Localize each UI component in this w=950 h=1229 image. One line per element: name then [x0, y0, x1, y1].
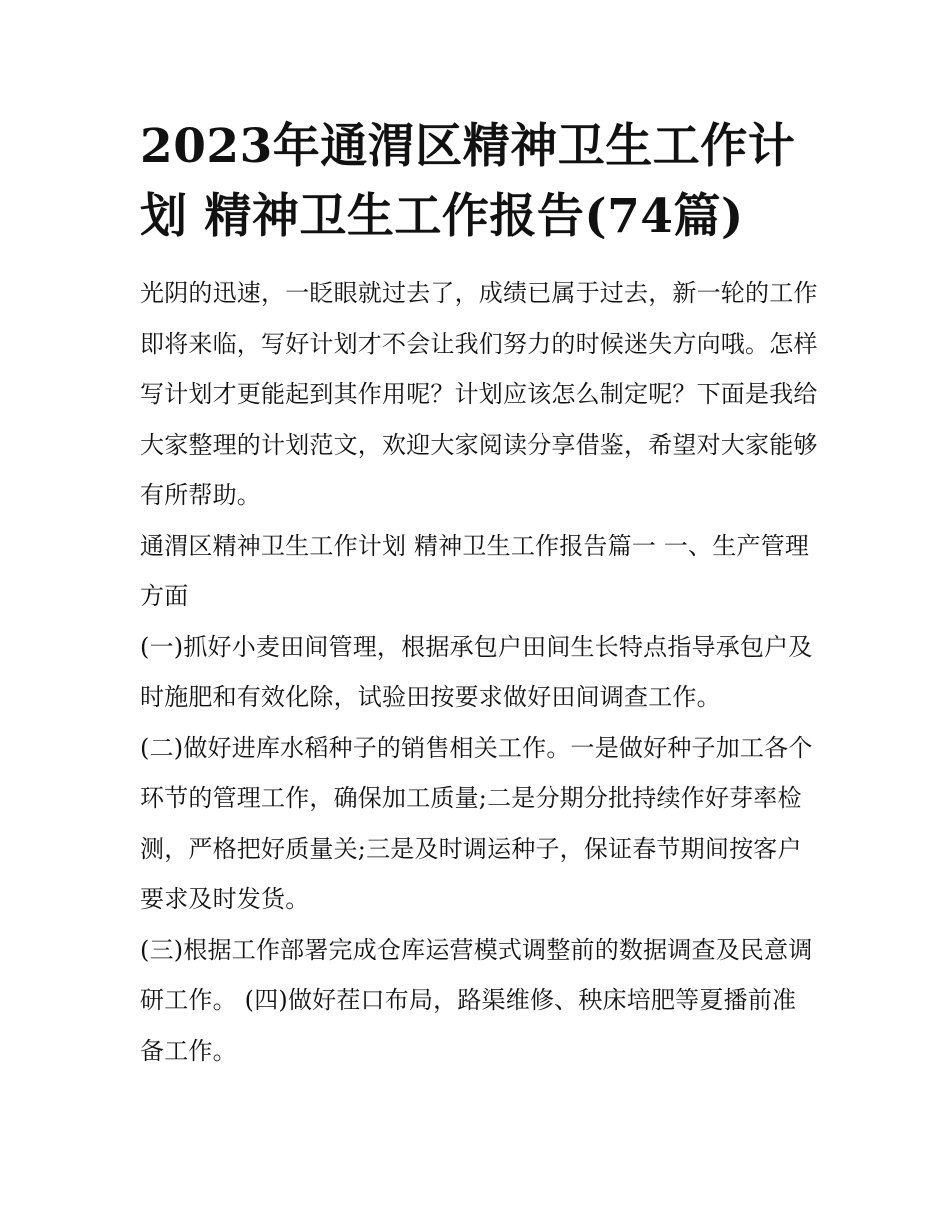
paragraph-section-heading: 通渭区精神卫生工作计划 精神卫生工作报告篇一 一、生产管理方面 [140, 531, 810, 610]
paragraph-intro: 光阴的迅速，一眨眼就过去了，成绩已属于过去，新一轮的工作即将来临，写好计划才不会让我们努力的时候迷失方向哦。怎样写计划才更能起到其作用呢？计划应该怎么制定呢？下面是我给大家整理的计划范文，欢迎大家阅读分享借鉴，希望对大家能够有所帮助。 [140, 279, 818, 509]
paragraph-item-1: (一)抓好小麦田间管理，根据承包户田间生长特点指导承包户及时施肥和有效化除，试验田按要求做好田间调查工作。 [140, 632, 813, 711]
document-body [140, 268, 820, 1076]
paragraph-item-2: (二)做好进库水稻种子的销售相关工作。一是做好种子加工各个环节的管理工作，确保加工质量;二是分期分批持续作好芽率检测，严格把好质量关;三是及时调运种子，保证春节期间按客户要求及时发货。 [140, 733, 813, 913]
paragraph-item-3: (三)根据工作部署完成仓库运营模式调整前的数据调查及民意调研工作。 (四)做好茬口布局，路渠维修、秧床培肥等夏播前准备工作。 [140, 935, 813, 1065]
document-content [140, 112, 820, 1076]
document-title: 2023年通渭区精神卫生工作计划 精神卫生工作报告(74篇) [140, 119, 796, 244]
